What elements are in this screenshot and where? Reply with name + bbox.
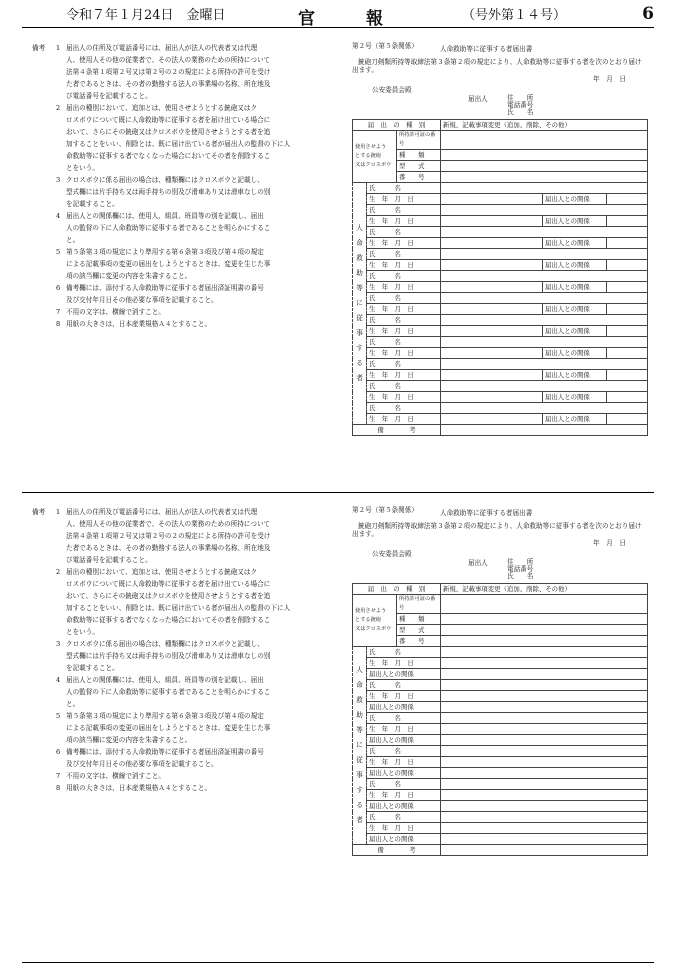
person-birth-value[interactable] <box>441 194 543 205</box>
person-name-value[interactable] <box>441 647 648 658</box>
note-item <box>32 282 332 306</box>
form-bottom <box>352 506 648 856</box>
person-relation-label: 届出人との関係 <box>543 238 607 249</box>
note-line: 加することをいい、削除とは、既に届け出ている者が届出人の監督の下に人 <box>66 604 291 612</box>
person-birth-value[interactable] <box>441 658 648 669</box>
note-line: を記載すること。 <box>66 664 119 672</box>
person-birth-label: 生 年 月 日 <box>367 370 441 381</box>
gun-value[interactable] <box>441 595 648 614</box>
person-birth-label: 生 年 月 日 <box>367 348 441 359</box>
remarks-value[interactable] <box>441 845 648 856</box>
person-name-value[interactable] <box>441 205 648 216</box>
remarks-label: 備 考 <box>353 845 441 856</box>
person-relation-label: 届出人との関係 <box>543 194 607 205</box>
form-number: 第２号（第５条関係） <box>352 42 418 50</box>
person-birth-value[interactable] <box>441 260 543 271</box>
note-line: による記載事項の変更の届出をしようとするときは、変更を生じた事 <box>66 724 271 732</box>
person-name-value[interactable] <box>441 812 648 823</box>
note-line: 命救助等に従事する者でなくなった場合においてその者を削除するこ <box>66 152 271 160</box>
person-name-value[interactable] <box>441 227 648 238</box>
note-line: 項の該当欄に変更の内容を朱書すること。 <box>66 736 192 744</box>
note-line: た者であるときは、その者の勤務する法人の事業場の名称、所在地及 <box>66 80 271 88</box>
note-line: 届出人の住所及び電話番号には、届出人が法人の代表者又は代理 <box>66 508 258 516</box>
note-line: 型式欄には片手持ち又は両手持ちの別及び滑車あり又は滑車なしの別 <box>66 652 271 660</box>
note-number: 4 <box>56 676 61 684</box>
notes-lead: 備考 <box>32 44 46 52</box>
note-line: 届出人の住所及び電話番号には、届出人が法人の代表者又は代理 <box>66 44 258 52</box>
gun-label-1: 使用させよう <box>355 144 387 150</box>
person-birth-label: 生 年 月 日 <box>367 392 441 403</box>
note-line: 人、使用人その他の従業者で、その法人の業務のための所持について <box>66 520 271 528</box>
header-rule <box>22 27 654 28</box>
person-name-value[interactable] <box>441 271 648 282</box>
note-line: による記載事項の変更の届出をしようとするときは、変更を生じた事 <box>66 260 271 268</box>
note-item <box>32 174 332 210</box>
person-name-value[interactable] <box>441 746 648 757</box>
person-birth-value[interactable] <box>441 216 543 227</box>
person-birth-label: 生 年 月 日 <box>367 757 441 768</box>
note-line: た者であるときは、その者の勤務する法人の事業場の名称、所在地及 <box>66 544 271 552</box>
gun-value[interactable] <box>441 625 648 636</box>
note-number: 6 <box>56 748 61 756</box>
person-relation-label: 届出人との関係 <box>367 801 441 812</box>
form-number: 第２号（第５条関係） <box>352 506 418 514</box>
person-name-label: 氏 名 <box>367 647 441 658</box>
note-item <box>32 102 332 174</box>
note-line: 用紙の大きさは、日本産業規格Ａ４とすること。 <box>66 784 212 792</box>
person-birth-label: 生 年 月 日 <box>367 326 441 337</box>
note-line: 法第４条第１項第２号又は第２号の２の規定による所持の許可を受け <box>66 68 271 76</box>
person-name-label: 氏 名 <box>367 249 441 260</box>
form-table <box>352 119 648 436</box>
person-relation-value[interactable] <box>441 702 648 713</box>
person-birth-value[interactable] <box>441 757 648 768</box>
note-line: 人の監督の下に人命救助等に従事する者であることを明らかにするこ <box>66 688 271 696</box>
person-relation-label: 届出人との関係 <box>367 768 441 779</box>
person-relation-value[interactable] <box>441 669 648 680</box>
vertical-label-text: 人命救助等に従事する者 <box>356 666 363 824</box>
gun-label-2: とする銃砲 <box>355 617 381 623</box>
form-table <box>352 583 648 856</box>
person-name-label: 氏 名 <box>367 183 441 194</box>
person-relation-label: 届出人との関係 <box>543 282 607 293</box>
note-line: 型式欄には片手持ち又は両手持ちの別及び滑車あり又は滑車なしの別 <box>66 188 271 196</box>
note-item <box>32 210 332 246</box>
applicant-field: 住 所 <box>507 94 534 102</box>
person-relation-value[interactable] <box>441 768 648 779</box>
note-line: 備考欄には、添付する人命救助等に従事する者届出済証明書の番号 <box>66 748 264 756</box>
person-birth-value[interactable] <box>441 790 648 801</box>
person-relation-value[interactable] <box>607 238 648 249</box>
person-relation-value[interactable] <box>607 392 648 403</box>
person-name-value[interactable] <box>441 293 648 304</box>
gun-value[interactable] <box>441 636 648 647</box>
vertical-label <box>353 183 367 425</box>
person-birth-value[interactable] <box>441 238 543 249</box>
type-label: 届 出 の 種 別 <box>353 120 441 131</box>
applicant-label: 届出人 <box>468 95 488 103</box>
note-line: クロスボウに係る届出の場合は、種類欄にはクロスボウと記載し、 <box>66 640 264 648</box>
gun-value[interactable] <box>441 161 648 172</box>
section-divider <box>22 492 654 493</box>
form-date: 年 月 日 <box>593 75 626 83</box>
person-birth-label: 生 年 月 日 <box>367 823 441 834</box>
person-birth-label: 生 年 月 日 <box>367 282 441 293</box>
form-title: 人命救助等に従事する者届出書 <box>440 509 533 517</box>
note-line: び電話番号を記載すること。 <box>66 92 152 100</box>
person-name-label: 氏 名 <box>367 713 441 724</box>
notes-lead: 備考 <box>32 508 46 516</box>
person-birth-value[interactable] <box>441 326 543 337</box>
form-addressee: 公安委員会殿 <box>372 550 412 558</box>
person-relation-value[interactable] <box>607 414 648 425</box>
person-relation-value[interactable] <box>607 370 648 381</box>
person-name-label: 氏 名 <box>367 359 441 370</box>
person-name-value[interactable] <box>441 713 648 724</box>
vertical-label <box>353 647 367 845</box>
form-addressee: 公安委員会殿 <box>372 86 412 94</box>
person-relation-value[interactable] <box>607 194 648 205</box>
note-line: おいて、さらにその銃砲又はクロスボウを使用させようとする者を追 <box>66 592 271 600</box>
remarks-value[interactable] <box>441 425 648 436</box>
person-relation-label: 届出人との関係 <box>367 669 441 680</box>
form-intro: 銃砲刀剣類所持等取締法第３条第２項の規定により、人命救助等に従事する者を次のとおり届け出ます。 <box>352 522 642 538</box>
note-number: 8 <box>56 320 61 328</box>
person-relation-value[interactable] <box>607 282 648 293</box>
person-relation-value[interactable] <box>441 834 648 845</box>
header-issue: （号外第１４号） <box>462 8 567 23</box>
person-relation-label: 届出人との関係 <box>543 216 607 227</box>
note-number: 6 <box>56 284 61 292</box>
gun-field: 所持許可証の番号 <box>397 131 441 150</box>
person-birth-value[interactable] <box>441 691 648 702</box>
note-number: 3 <box>56 176 61 184</box>
person-name-label: 氏 名 <box>367 381 441 392</box>
person-birth-value[interactable] <box>441 348 543 359</box>
person-relation-value[interactable] <box>441 801 648 812</box>
person-birth-value[interactable] <box>441 414 543 425</box>
note-line: 備考欄には、添付する人命救助等に従事する者届出済証明書の番号 <box>66 284 264 292</box>
person-name-label: 氏 名 <box>367 315 441 326</box>
note-item <box>32 246 332 282</box>
person-name-value[interactable] <box>441 315 648 326</box>
person-relation-label: 届出人との関係 <box>367 834 441 845</box>
gun-label-1: 使用させよう <box>355 608 387 614</box>
note-number: 2 <box>56 104 61 112</box>
gun-label-3: 又はクロスボウ <box>355 626 392 632</box>
note-line: 届出人との関係欄には、使用人、組員、班員等の別を記載し、届出 <box>66 676 264 684</box>
vertical-label-text: 人命救助等に従事する者 <box>356 224 363 382</box>
note-line: を記載すること。 <box>66 200 119 208</box>
note-line: 第５条第３項の規定により準用する第６条第３項及び第４項の規定 <box>66 248 264 256</box>
note-number: 4 <box>56 212 61 220</box>
note-number: 7 <box>56 308 61 316</box>
person-relation-label: 届出人との関係 <box>367 702 441 713</box>
person-birth-value[interactable] <box>441 304 543 315</box>
note-item <box>32 42 332 102</box>
header-date: 令和７年１月24日 金曜日 <box>66 8 226 23</box>
note-line: とをいう。 <box>66 164 99 172</box>
note-line: 不用の文字は、横線で消すこと。 <box>66 772 165 780</box>
note-line: 法第４条第１項第２号又は第２号の２の規定による所持の許可を受け <box>66 532 271 540</box>
note-line: 命救助等に従事する者でなくなった場合においてその者を削除するこ <box>66 616 271 624</box>
gun-field: 所持許可証の番号 <box>397 595 441 614</box>
gun-value[interactable] <box>441 131 648 150</box>
note-line: ロスボウについて既に人命救助等に従事する者を届け出ている場合に <box>66 580 271 588</box>
person-name-label: 氏 名 <box>367 293 441 304</box>
notes-top <box>32 42 332 330</box>
gun-field: 種 類 <box>397 150 441 161</box>
applicant-field: 氏 名 <box>507 572 534 580</box>
person-relation-label: 届出人との関係 <box>543 392 607 403</box>
form-intro: 銃砲刀剣類所持等取締法第３条第２項の規定により、人命救助等に従事する者を次のとおり届け出ます。 <box>352 58 642 74</box>
person-relation-value[interactable] <box>607 326 648 337</box>
gun-label-3: 又はクロスボウ <box>355 162 392 168</box>
person-birth-label: 生 年 月 日 <box>367 216 441 227</box>
remarks-label: 備 考 <box>353 425 441 436</box>
person-relation-value[interactable] <box>607 216 648 227</box>
gun-label-2: とする銃砲 <box>355 153 381 159</box>
type-label: 届 出 の 種 別 <box>353 584 441 595</box>
note-line: 項の該当欄に変更の内容を朱書すること。 <box>66 272 192 280</box>
person-birth-label: 生 年 月 日 <box>367 790 441 801</box>
person-birth-label: 生 年 月 日 <box>367 238 441 249</box>
note-line: 第５条第３項の規定により準用する第６条第３項及び第４項の規定 <box>66 712 264 720</box>
person-birth-value[interactable] <box>441 724 648 735</box>
gun-field: 型 式 <box>397 161 441 172</box>
note-line: 用紙の大きさは、日本産業規格Ａ４とすること。 <box>66 320 212 328</box>
notes-bottom <box>32 506 332 794</box>
note-number: 2 <box>56 568 61 576</box>
note-number: 8 <box>56 784 61 792</box>
note-number: 5 <box>56 712 61 720</box>
note-item <box>32 770 332 782</box>
note-line: ロスボウについて既に人命救助等に従事する者を届け出ている場合に <box>66 116 271 124</box>
gun-value[interactable] <box>441 150 648 161</box>
applicant-field: 住 所 <box>507 558 534 566</box>
page-header <box>22 0 654 28</box>
person-birth-label: 生 年 月 日 <box>367 260 441 271</box>
person-relation-label: 届出人との関係 <box>543 326 607 337</box>
person-birth-value[interactable] <box>441 823 648 834</box>
note-line: クロスボウに係る届出の場合は、種類欄にはクロスボウと記載し、 <box>66 176 264 184</box>
person-name-value[interactable] <box>441 403 648 414</box>
gun-label <box>353 131 397 183</box>
note-item <box>32 674 332 710</box>
note-line: おいて、さらにその銃砲又はクロスボウを使用させようとする者を追 <box>66 128 271 136</box>
note-line: 人の監督の下に人命救助等に従事する者であることを明らかにするこ <box>66 224 271 232</box>
person-name-value[interactable] <box>441 337 648 348</box>
page-number: 6 <box>642 4 654 24</box>
note-item <box>32 782 332 794</box>
person-name-value[interactable] <box>441 779 648 790</box>
gun-field: 番 号 <box>397 172 441 183</box>
form-top <box>352 42 648 436</box>
person-name-label: 氏 名 <box>367 227 441 238</box>
note-line: 届出人との関係欄には、使用人、組員、班員等の別を記載し、届出 <box>66 212 264 220</box>
note-line: 届出の種別において、追加とは、使用させようとする銃砲又はク <box>66 568 258 576</box>
applicant-field: 電話番号 <box>507 101 534 109</box>
form-date: 年 月 日 <box>593 539 626 547</box>
applicant-field: 氏 名 <box>507 108 534 116</box>
gun-field: 種 類 <box>397 614 441 625</box>
note-item <box>32 638 332 674</box>
person-birth-value[interactable] <box>441 370 543 381</box>
note-line: び電話番号を記載すること。 <box>66 556 152 564</box>
note-item <box>32 306 332 318</box>
note-number: 1 <box>56 44 61 52</box>
note-line: 及び交付年月日その他必要な事項を記載すること。 <box>66 296 218 304</box>
person-birth-label: 生 年 月 日 <box>367 724 441 735</box>
note-line: 及び交付年月日その他必要な事項を記載すること。 <box>66 760 218 768</box>
person-name-value[interactable] <box>441 359 648 370</box>
note-line: と。 <box>66 236 80 244</box>
note-number: 3 <box>56 640 61 648</box>
note-line: 不用の文字は、横線で消すこと。 <box>66 308 165 316</box>
person-birth-label: 生 年 月 日 <box>367 414 441 425</box>
person-relation-value[interactable] <box>607 260 648 271</box>
person-birth-value[interactable] <box>441 392 543 403</box>
person-birth-label: 生 年 月 日 <box>367 691 441 702</box>
person-birth-label: 生 年 月 日 <box>367 658 441 669</box>
person-relation-value[interactable] <box>607 304 648 315</box>
header-title: 官 報 <box>298 9 383 29</box>
person-name-value[interactable] <box>441 381 648 392</box>
person-relation-value[interactable] <box>607 348 648 359</box>
person-name-label: 氏 名 <box>367 337 441 348</box>
gun-label <box>353 595 397 647</box>
person-name-label: 氏 名 <box>367 746 441 757</box>
note-item <box>32 566 332 638</box>
type-options: 新規、記載事項変更（追加、削除、その他） <box>441 120 648 131</box>
note-item <box>32 710 332 746</box>
person-birth-label: 生 年 月 日 <box>367 194 441 205</box>
person-birth-label: 生 年 月 日 <box>367 304 441 315</box>
person-relation-label: 届出人との関係 <box>543 370 607 381</box>
note-item <box>32 506 332 566</box>
note-number: 5 <box>56 248 61 256</box>
gun-value[interactable] <box>441 614 648 625</box>
person-relation-label: 届出人との関係 <box>543 414 607 425</box>
person-relation-value[interactable] <box>441 735 648 746</box>
note-line: と。 <box>66 700 80 708</box>
person-name-label: 氏 名 <box>367 403 441 414</box>
person-name-label: 氏 名 <box>367 205 441 216</box>
note-line: 加することをいい、削除とは、既に届け出ている者が届出人の監督の下に人 <box>66 140 291 148</box>
note-line: 人、使用人その他の従業者で、その法人の業務のための所持について <box>66 56 271 64</box>
gun-field: 型 式 <box>397 625 441 636</box>
person-name-value[interactable] <box>441 680 648 691</box>
note-item <box>32 746 332 770</box>
person-birth-value[interactable] <box>441 282 543 293</box>
form-title: 人命救助等に従事する者届出書 <box>440 45 533 53</box>
note-line: 届出の種別において、追加とは、使用させようとする銃砲又はク <box>66 104 258 112</box>
footer-rule <box>22 962 654 963</box>
person-relation-label: 届出人との関係 <box>543 304 607 315</box>
person-name-value[interactable] <box>441 249 648 260</box>
person-name-value[interactable] <box>441 183 648 194</box>
type-options: 新規、記載事項変更（追加、削除、その他） <box>441 584 648 595</box>
person-relation-label: 届出人との関係 <box>543 348 607 359</box>
applicant-label: 届出人 <box>468 559 488 567</box>
gun-field: 番 号 <box>397 636 441 647</box>
person-relation-label: 届出人との関係 <box>543 260 607 271</box>
applicant-field: 電話番号 <box>507 565 534 573</box>
note-line: とをいう。 <box>66 628 99 636</box>
person-name-label: 氏 名 <box>367 779 441 790</box>
person-name-label: 氏 名 <box>367 812 441 823</box>
note-number: 7 <box>56 772 61 780</box>
gun-value[interactable] <box>441 172 648 183</box>
person-relation-label: 届出人との関係 <box>367 735 441 746</box>
person-name-label: 氏 名 <box>367 680 441 691</box>
note-item <box>32 318 332 330</box>
note-number: 1 <box>56 508 61 516</box>
person-name-label: 氏 名 <box>367 271 441 282</box>
